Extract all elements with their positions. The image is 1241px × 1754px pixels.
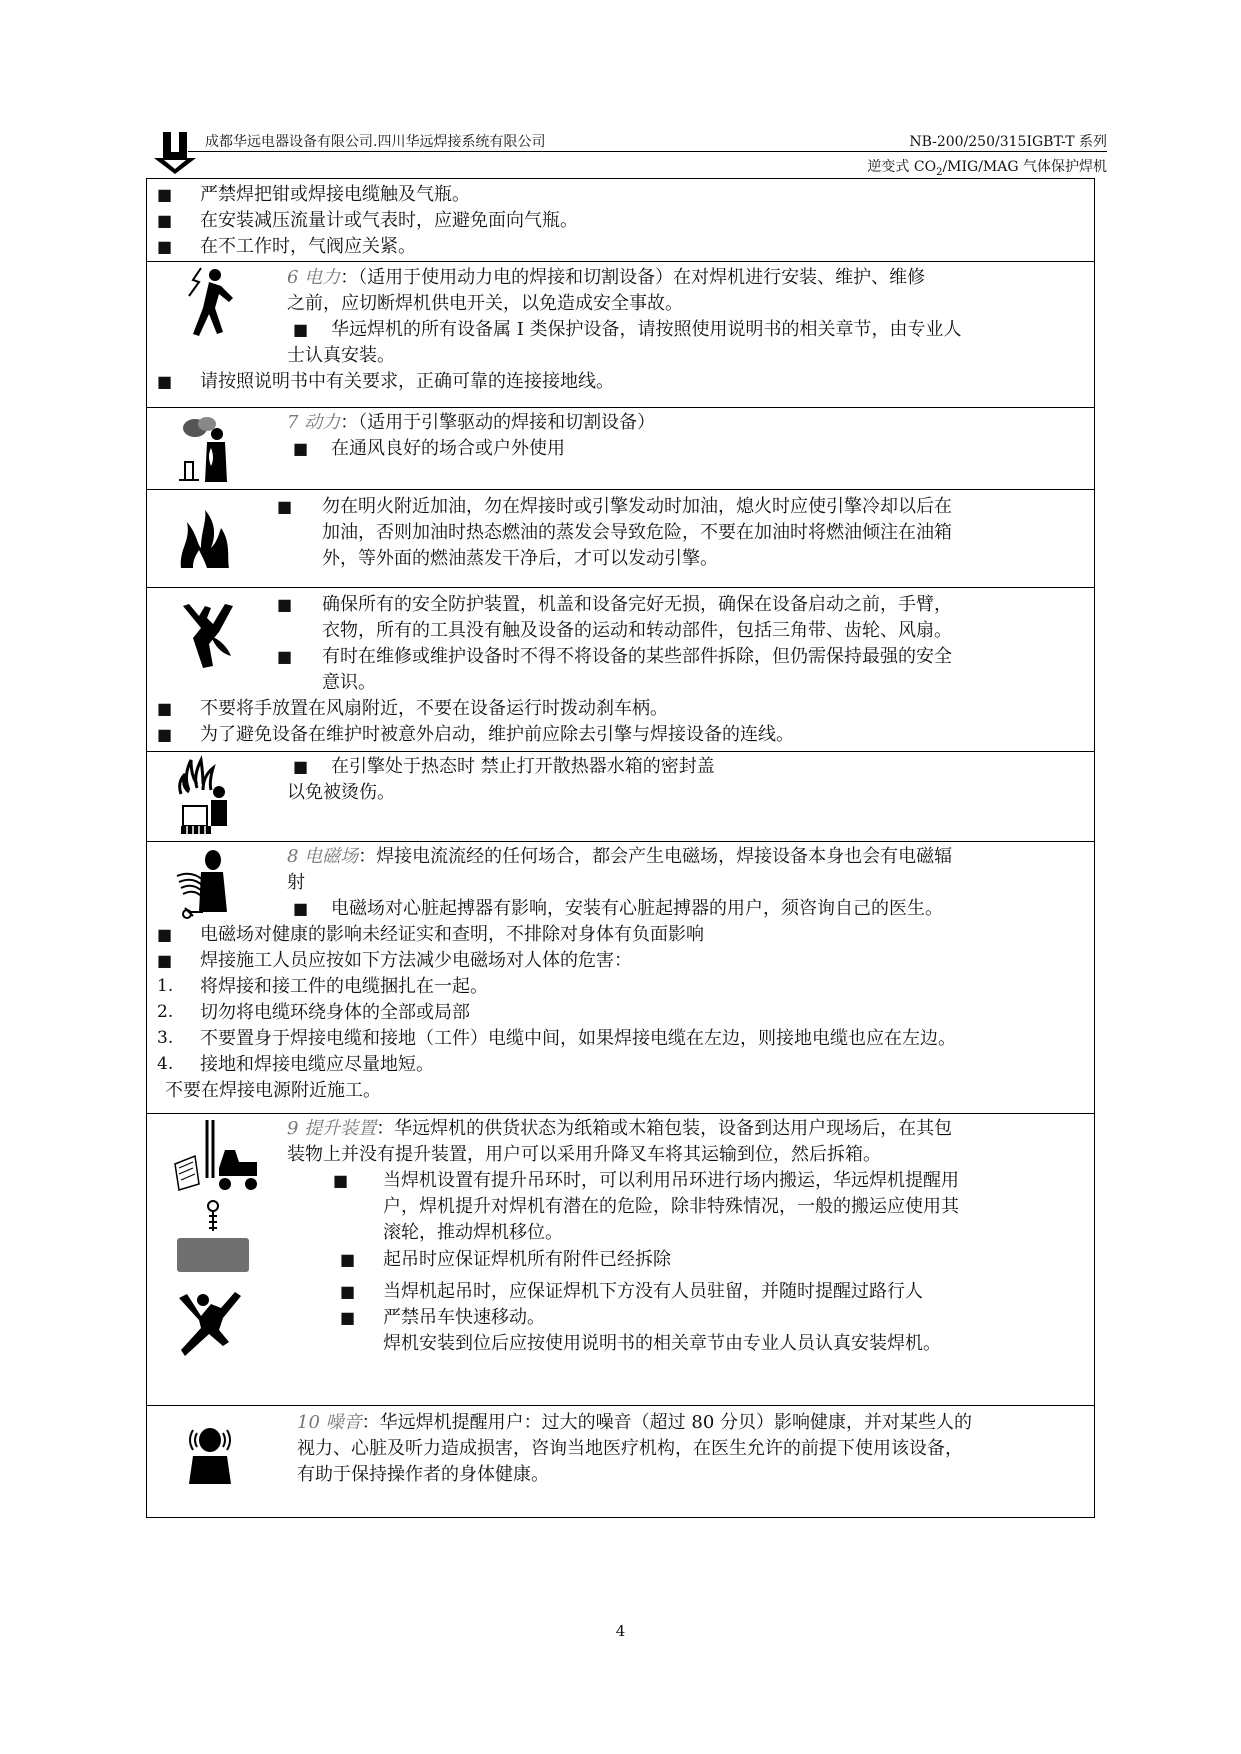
moving-parts-line-5: 不要将手放置在风扇附近，不要在设备运行时拨动刹车柄。 [200,698,668,719]
lifting-note-1-cont-2: 滚轮，推动焊机移位。 [383,1222,563,1243]
section-moving-parts [146,588,1095,752]
emf-heading-line-1: 8 电磁场：焊接电流流经的任何场合，都会产生电磁场，焊接设备本身也会有电磁辐 [287,846,953,867]
emf-note-4: 不要在焊接电源附近施工。 [165,1080,381,1101]
power-heading-line-2: 之前，应切断焊机供电开关，以免造成安全事故。 [287,293,683,314]
emf-note-2: 电磁场对健康的影响未经证实和查明，不排除对身体有负面影响 [200,924,704,945]
emf-step-1: 将焊接和接工件的电缆捆扎在一起。 [200,976,488,997]
steam-burn-icon [173,754,233,836]
list-number: 2. [157,1002,174,1022]
emf-note-1: 电磁场对心脏起搏器有影响，安装有心脏起搏器的用户，须咨询自己的医生。 [331,898,943,919]
moving-parts-hand-icon [177,602,237,672]
lifting-note-2: 起吊时应保证焊机所有附件已经拆除 [383,1249,671,1270]
cylinder-note-2: 在安装减压流量计或气表时，应避免面向气瓶。 [200,210,578,231]
emf-step-2: 切勿将电缆环绕身体的全部或局部 [200,1002,470,1023]
emf-step-3: 不要置身于焊接电缆和接地（工件）电缆中间，如果焊接电缆在左边，则接地电缆也应在左边。 [200,1028,956,1049]
bullet-icon: ■ [277,647,293,666]
list-number: 1. [157,976,174,996]
lifting-note-1: 当焊机设置有提升吊环时，可以利用吊环进行场内搬运，华远焊机提醒用 [383,1170,959,1191]
page-number: 4 [615,1622,626,1640]
cylinder-note-3: 在不工作时，气阀应关紧。 [200,236,416,257]
bullet-icon: ■ [277,497,293,516]
cylinder-note-1: 严禁焊把钳或焊接电缆触及气瓶。 [200,184,470,205]
bullet-icon: ■ [340,1282,356,1301]
bullet-icon: ■ [333,1171,349,1190]
bullet-icon: ■ [157,185,173,204]
falling-load-person-icon [173,1284,249,1364]
header-rule [188,151,1107,152]
bullet-icon: ■ [157,725,173,744]
bullet-icon: ■ [277,595,293,614]
lifting-note-1-cont-1: 户，焊机提升对焊机有潜在的危险，除非特殊情况，一般的搬运应使用其 [383,1196,959,1217]
bullet-icon: ■ [293,320,309,339]
section-lifting [146,1114,1095,1406]
header-subtitle: 逆变式 $CO_2/MIG$/MAG 气体保护焊机 [867,159,1107,178]
list-number: 3. [157,1028,174,1048]
power-heading-line-1: 6 电力：（适用于使用动力电的焊接和切割设备）在对焊机进行安装、维护、维修 [287,267,926,288]
emf-note-3: 焊接施工人员应按如下方法减少电磁场对人体的危害： [200,950,632,971]
engine-note-1: 在通风良好的场合或户外使用 [331,438,565,459]
section-cylinder [146,178,1095,262]
bullet-icon: ■ [157,237,173,256]
fire-flame-icon [177,508,233,570]
list-number: 4. [157,1054,174,1074]
fueling-line-1: 勿在明火附近加油，勿在焊接时或引擎发动时加油，熄火时应使引擎冷却以后在 [322,496,952,517]
section-electromagnetic [146,842,1095,1114]
moving-parts-line-3: 有时在维修或维护设备时不得不将设备的某些部件拆除，但仍需保持最强的安全 [322,646,952,667]
lifting-note-5: 焊机安装到位后应按使用说明书的相关章节由专业人员认真安装焊机。 [383,1333,941,1354]
noise-line-3: 有助于保持操作者的身体健康。 [297,1464,549,1485]
lifting-note-4: 严禁吊车快速移动。 [383,1307,545,1328]
fueling-line-2: 加油，否则加油时热态燃油的蒸发会导致危险，不要在加油时将燃油倾注在油箱 [322,522,952,543]
power-note-1-cont: 士认真安装。 [287,345,395,366]
noise-line-2: 视力、心脏及听力造成损害，咨询当地医疗机构，在医生允许的前提下使用该设备， [297,1438,963,1459]
section-noise [146,1406,1095,1518]
moving-parts-line-1: 确保所有的安全防护装置，机盖和设备完好无损，确保在设备启动之前，手臂， [322,594,952,615]
bullet-icon: ■ [293,899,309,918]
lifting-crate-icon [173,1198,253,1278]
bullet-icon: ■ [157,372,173,391]
bullet-icon: ■ [157,925,173,944]
emf-step-4: 接地和焊接电缆应尽量地短。 [200,1054,434,1075]
engine-heading: 7 动力：（适用于引擎驱动的焊接和切割设备） [287,412,656,433]
lifting-note-3: 当焊机起吊时，应保证焊机下方没有人员驻留，并随时提醒过路行人 [383,1281,923,1302]
radiator-line-2: 以免被烫伤。 [287,782,395,803]
fueling-line-3: 外，等外面的燃油蒸发干净后，才可以发动引擎。 [322,548,718,569]
pacemaker-emf-icon [175,848,235,922]
lifting-heading-line-1: 9 提升装置：华远焊机的供货状态为纸箱或木箱包装，设备到达用户现场后，在其包 [287,1118,953,1139]
header-series: NB-200/250/315IGBT-T 系列 [909,134,1107,150]
forklift-icon [173,1118,259,1194]
bullet-icon: ■ [340,1250,356,1269]
exhaust-fumes-icon [177,414,231,484]
power-note-2: 请按照说明书中有关要求，正确可靠的连接接地线。 [200,371,614,392]
bullet-icon: ■ [157,699,173,718]
lifting-heading-line-2: 装物上并没有提升装置，用户可以采用升降叉车将其运输到位，然后拆箱。 [287,1144,881,1165]
bullet-icon: ■ [293,757,309,776]
bullet-icon: ■ [157,211,173,230]
bullet-icon: ■ [293,439,309,458]
bullet-icon: ■ [340,1308,356,1327]
section-fueling [146,490,1095,588]
section-electric-power [146,262,1095,408]
section-hot-radiator [146,752,1095,842]
radiator-line-1: 在引擎处于热态时 禁止打开散热器水箱的密封盖 [331,756,715,777]
bullet-icon: ■ [157,951,173,970]
moving-parts-line-4: 意识。 [322,672,376,693]
section-engine-power [146,408,1095,490]
hearing-noise-icon [185,1424,235,1486]
moving-parts-line-2: 衣物，所有的工具没有触及设备的运动和转动部件，包括三角带、齿轮、风扇。 [322,620,952,641]
power-note-1: 华远焊机的所有设备属 I 类保护设备，请按照使用说明书的相关章节，由专业人 [331,319,962,340]
noise-heading-line-1: 10 噪音：华远焊机提醒用户：过大的噪音（超过 80 分贝）影响健康，并对某些人的 [297,1412,972,1433]
header-company: 成都华远电器设备有限公司.四川华远焊接系统有限公司 [205,134,546,150]
electric-shock-icon [181,266,235,338]
company-logo [152,128,198,176]
emf-heading-line-2: 射 [287,872,305,893]
moving-parts-line-6: 为了避免设备在维护时被意外启动，维护前应除去引擎与焊接设备的连线。 [200,724,794,745]
